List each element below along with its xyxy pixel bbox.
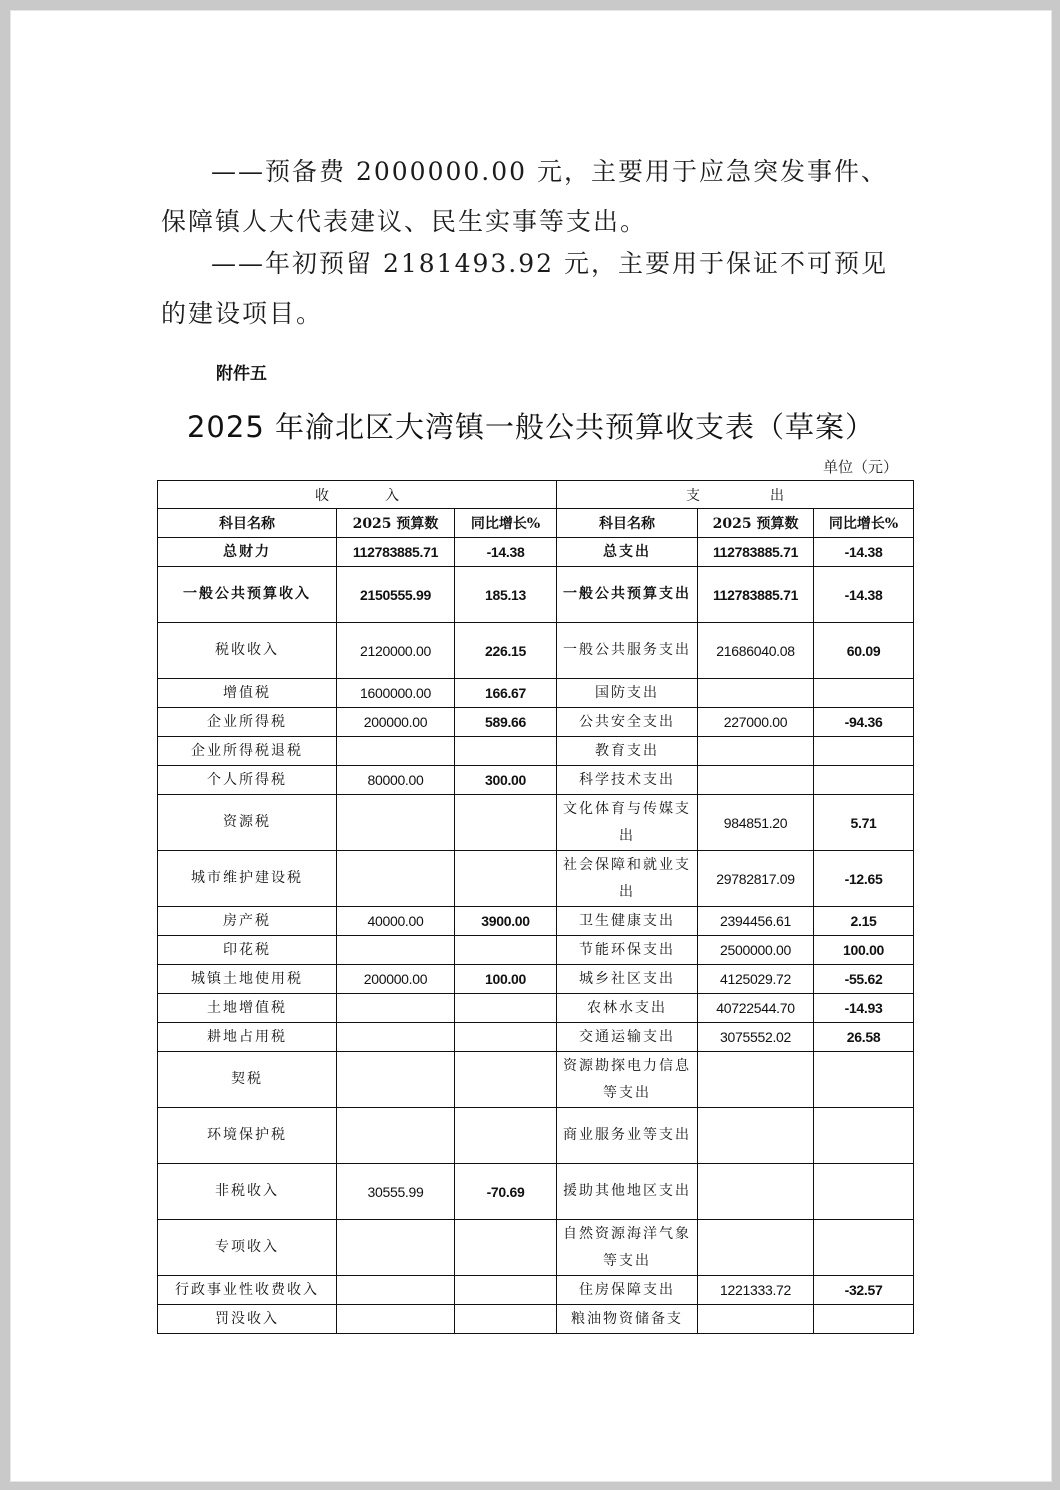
- income-amount: 2150555.99: [337, 567, 455, 623]
- unit-label: 单位（元）: [823, 458, 899, 476]
- table-row: [158, 1023, 914, 1052]
- income-item-name: 总财力: [158, 538, 337, 567]
- table-row: [158, 851, 914, 907]
- table-row: [158, 936, 914, 965]
- income-amount: [337, 795, 455, 851]
- income-item-name: 企业所得税: [158, 708, 337, 737]
- table-title: 2025 年渝北区大湾镇一般公共预算收支表（草案）: [186, 410, 876, 444]
- table-row: [158, 1220, 914, 1276]
- section-header-row: [158, 481, 914, 509]
- income-growth: -70.69: [455, 1164, 557, 1220]
- expense-growth: [814, 766, 914, 795]
- income-amount: 40000.00: [337, 907, 455, 936]
- expense-item-name: 教育支出: [557, 737, 698, 766]
- income-amount: 200000.00: [337, 965, 455, 994]
- table-row: [158, 1108, 914, 1164]
- income-item-name: 专项收入: [158, 1220, 337, 1276]
- income-growth: [455, 936, 557, 965]
- income-item-name: 土地增值税: [158, 994, 337, 1023]
- expense-growth: 60.09: [814, 623, 914, 679]
- expense-item-name: 援助其他地区支出: [557, 1164, 698, 1220]
- income-growth: 166.67: [455, 679, 557, 708]
- income-amount: [337, 1052, 455, 1108]
- expense-growth: [814, 1220, 914, 1276]
- expense-section-header: 支 出: [557, 481, 914, 509]
- expense-growth: -14.38: [814, 538, 914, 567]
- expense-item-name: 自然资源海洋气象等支出: [557, 1220, 698, 1276]
- income-growth: [455, 1305, 557, 1334]
- expense-amount: 3075552.02: [698, 1023, 814, 1052]
- income-growth: [455, 1220, 557, 1276]
- expense-amount: [698, 679, 814, 708]
- expense-item-name: 农林水支出: [557, 994, 698, 1023]
- expense-amount: 40722544.70: [698, 994, 814, 1023]
- expense-growth: -55.62: [814, 965, 914, 994]
- income-item-name: 非税收入: [158, 1164, 337, 1220]
- income-item-name: 一般公共预算收入: [158, 567, 337, 623]
- table-row: [158, 1305, 914, 1334]
- expense-item-name: 公共安全支出: [557, 708, 698, 737]
- income-growth: [455, 1276, 557, 1305]
- table-row: [158, 1052, 914, 1108]
- income-item-name: 行政事业性收费收入: [158, 1276, 337, 1305]
- paragraph-text: ——年初预留 2181493.92 元，主要用于保证不可预见的建设项目。: [161, 249, 888, 328]
- expense-item-name: 文化体育与传媒支出: [557, 795, 698, 851]
- expense-amount: 4125029.72: [698, 965, 814, 994]
- income-growth: 226.15: [455, 623, 557, 679]
- income-growth: 589.66: [455, 708, 557, 737]
- expense-growth: -14.93: [814, 994, 914, 1023]
- table-row: [158, 737, 914, 766]
- expense-item-name: 住房保障支出: [557, 1276, 698, 1305]
- expense-amount: 2500000.00: [698, 936, 814, 965]
- income-item-name: 城镇土地使用税: [158, 965, 337, 994]
- document-page: [10, 10, 1052, 1482]
- income-amount: [337, 851, 455, 907]
- expense-amount: 2394456.61: [698, 907, 814, 936]
- income-item-name: 城市维护建设税: [158, 851, 337, 907]
- expense-growth: 5.71: [814, 795, 914, 851]
- expense-amount: [698, 1052, 814, 1108]
- expense-growth: 26.58: [814, 1023, 914, 1052]
- income-growth: [455, 1023, 557, 1052]
- table-row: [158, 538, 914, 567]
- income-item-name: 房产税: [158, 907, 337, 936]
- expense-growth: -32.57: [814, 1276, 914, 1305]
- income-growth: [455, 994, 557, 1023]
- expense-amount: [698, 1220, 814, 1276]
- expense-growth: [814, 1108, 914, 1164]
- expense-amount: 21686040.08: [698, 623, 814, 679]
- income-amount: 200000.00: [337, 708, 455, 737]
- paragraph-reserve-fund: [161, 147, 907, 247]
- income-amount: [337, 936, 455, 965]
- income-item-name: 印花税: [158, 936, 337, 965]
- expense-item-name: 卫生健康支出: [557, 907, 698, 936]
- expense-item-name: 科学技术支出: [557, 766, 698, 795]
- paragraph-initial-reserve: [161, 239, 907, 339]
- income-section-header: 收 入: [158, 481, 557, 509]
- table-row: [158, 795, 914, 851]
- income-amount: [337, 737, 455, 766]
- expense-amount: [698, 1108, 814, 1164]
- expense-amount: [698, 737, 814, 766]
- expense-item-name: 城乡社区支出: [557, 965, 698, 994]
- table-row: [158, 994, 914, 1023]
- expense-item-name: 一般公共服务支出: [557, 623, 698, 679]
- expense-growth: [814, 1164, 914, 1220]
- income-growth: [455, 851, 557, 907]
- income-item-name: 个人所得税: [158, 766, 337, 795]
- expense-amount: 1221333.72: [698, 1276, 814, 1305]
- income-growth: [455, 1108, 557, 1164]
- attachment-label: 附件五: [216, 364, 267, 384]
- table-row: [158, 623, 914, 679]
- table-row: [158, 679, 914, 708]
- expense-item-name: 交通运输支出: [557, 1023, 698, 1052]
- expense-amount: [698, 766, 814, 795]
- income-item-name: 税收收入: [158, 623, 337, 679]
- income-amount: 1600000.00: [337, 679, 455, 708]
- income-growth: 300.00: [455, 766, 557, 795]
- col-header-income-amount: 2025 预算数: [337, 509, 455, 538]
- expense-growth: [814, 737, 914, 766]
- income-amount: 80000.00: [337, 766, 455, 795]
- col-header-expense-amount: 2025 预算数: [698, 509, 814, 538]
- expense-item-name: 资源勘探电力信息等支出: [557, 1052, 698, 1108]
- expense-growth: [814, 1305, 914, 1334]
- expense-item-name: 社会保障和就业支出: [557, 851, 698, 907]
- income-growth: 100.00: [455, 965, 557, 994]
- paragraph-text: ——预备费 2000000.00 元，主要用于应急突发事件、保障镇人大代表建议、民生实事等支出。: [161, 157, 888, 236]
- expense-item-name: 一般公共预算支出: [557, 567, 698, 623]
- income-item-name: 契税: [158, 1052, 337, 1108]
- income-growth: [455, 737, 557, 766]
- expense-growth: [814, 1052, 914, 1108]
- col-header-expense-name: 科目名称: [557, 509, 698, 538]
- expense-growth: -14.38: [814, 567, 914, 623]
- income-item-name: 资源税: [158, 795, 337, 851]
- table-row: [158, 907, 914, 936]
- column-header-row: [158, 509, 914, 538]
- expense-growth: [814, 679, 914, 708]
- table-row: [158, 766, 914, 795]
- income-amount: [337, 1305, 455, 1334]
- expense-amount: 984851.20: [698, 795, 814, 851]
- table-row: [158, 567, 914, 623]
- income-growth: [455, 1052, 557, 1108]
- col-header-income-growth: 同比增长%: [455, 509, 557, 538]
- income-amount: [337, 1023, 455, 1052]
- expense-growth: -12.65: [814, 851, 914, 907]
- income-amount: [337, 1108, 455, 1164]
- income-growth: -14.38: [455, 538, 557, 567]
- expense-amount: 227000.00: [698, 708, 814, 737]
- income-item-name: 耕地占用税: [158, 1023, 337, 1052]
- expense-item-name: 商业服务业等支出: [557, 1108, 698, 1164]
- budget-table: [157, 480, 914, 1334]
- income-amount: 112783885.71: [337, 538, 455, 567]
- expense-growth: 100.00: [814, 936, 914, 965]
- income-amount: [337, 994, 455, 1023]
- income-item-name: 企业所得税退税: [158, 737, 337, 766]
- income-item-name: 环境保护税: [158, 1108, 337, 1164]
- expense-item-name: 国防支出: [557, 679, 698, 708]
- expense-item-name: 节能环保支出: [557, 936, 698, 965]
- expense-growth: -94.36: [814, 708, 914, 737]
- table-row: [158, 965, 914, 994]
- income-growth: [455, 795, 557, 851]
- expense-amount: [698, 1164, 814, 1220]
- expense-amount: 112783885.71: [698, 567, 814, 623]
- income-amount: 30555.99: [337, 1164, 455, 1220]
- expense-item-name: 总支出: [557, 538, 698, 567]
- expense-item-name: 粮油物资储备支: [557, 1305, 698, 1334]
- table-row: [158, 708, 914, 737]
- col-header-expense-growth: 同比增长%: [814, 509, 914, 538]
- expense-amount: 112783885.71: [698, 538, 814, 567]
- expense-amount: [698, 1305, 814, 1334]
- expense-amount: 29782817.09: [698, 851, 814, 907]
- table-row: [158, 1276, 914, 1305]
- table-row: [158, 1164, 914, 1220]
- income-item-name: 罚没收入: [158, 1305, 337, 1334]
- income-amount: [337, 1220, 455, 1276]
- income-item-name: 增值税: [158, 679, 337, 708]
- income-growth: 185.13: [455, 567, 557, 623]
- expense-growth: 2.15: [814, 907, 914, 936]
- income-amount: 2120000.00: [337, 623, 455, 679]
- income-amount: [337, 1276, 455, 1305]
- income-growth: 3900.00: [455, 907, 557, 936]
- col-header-income-name: 科目名称: [158, 509, 337, 538]
